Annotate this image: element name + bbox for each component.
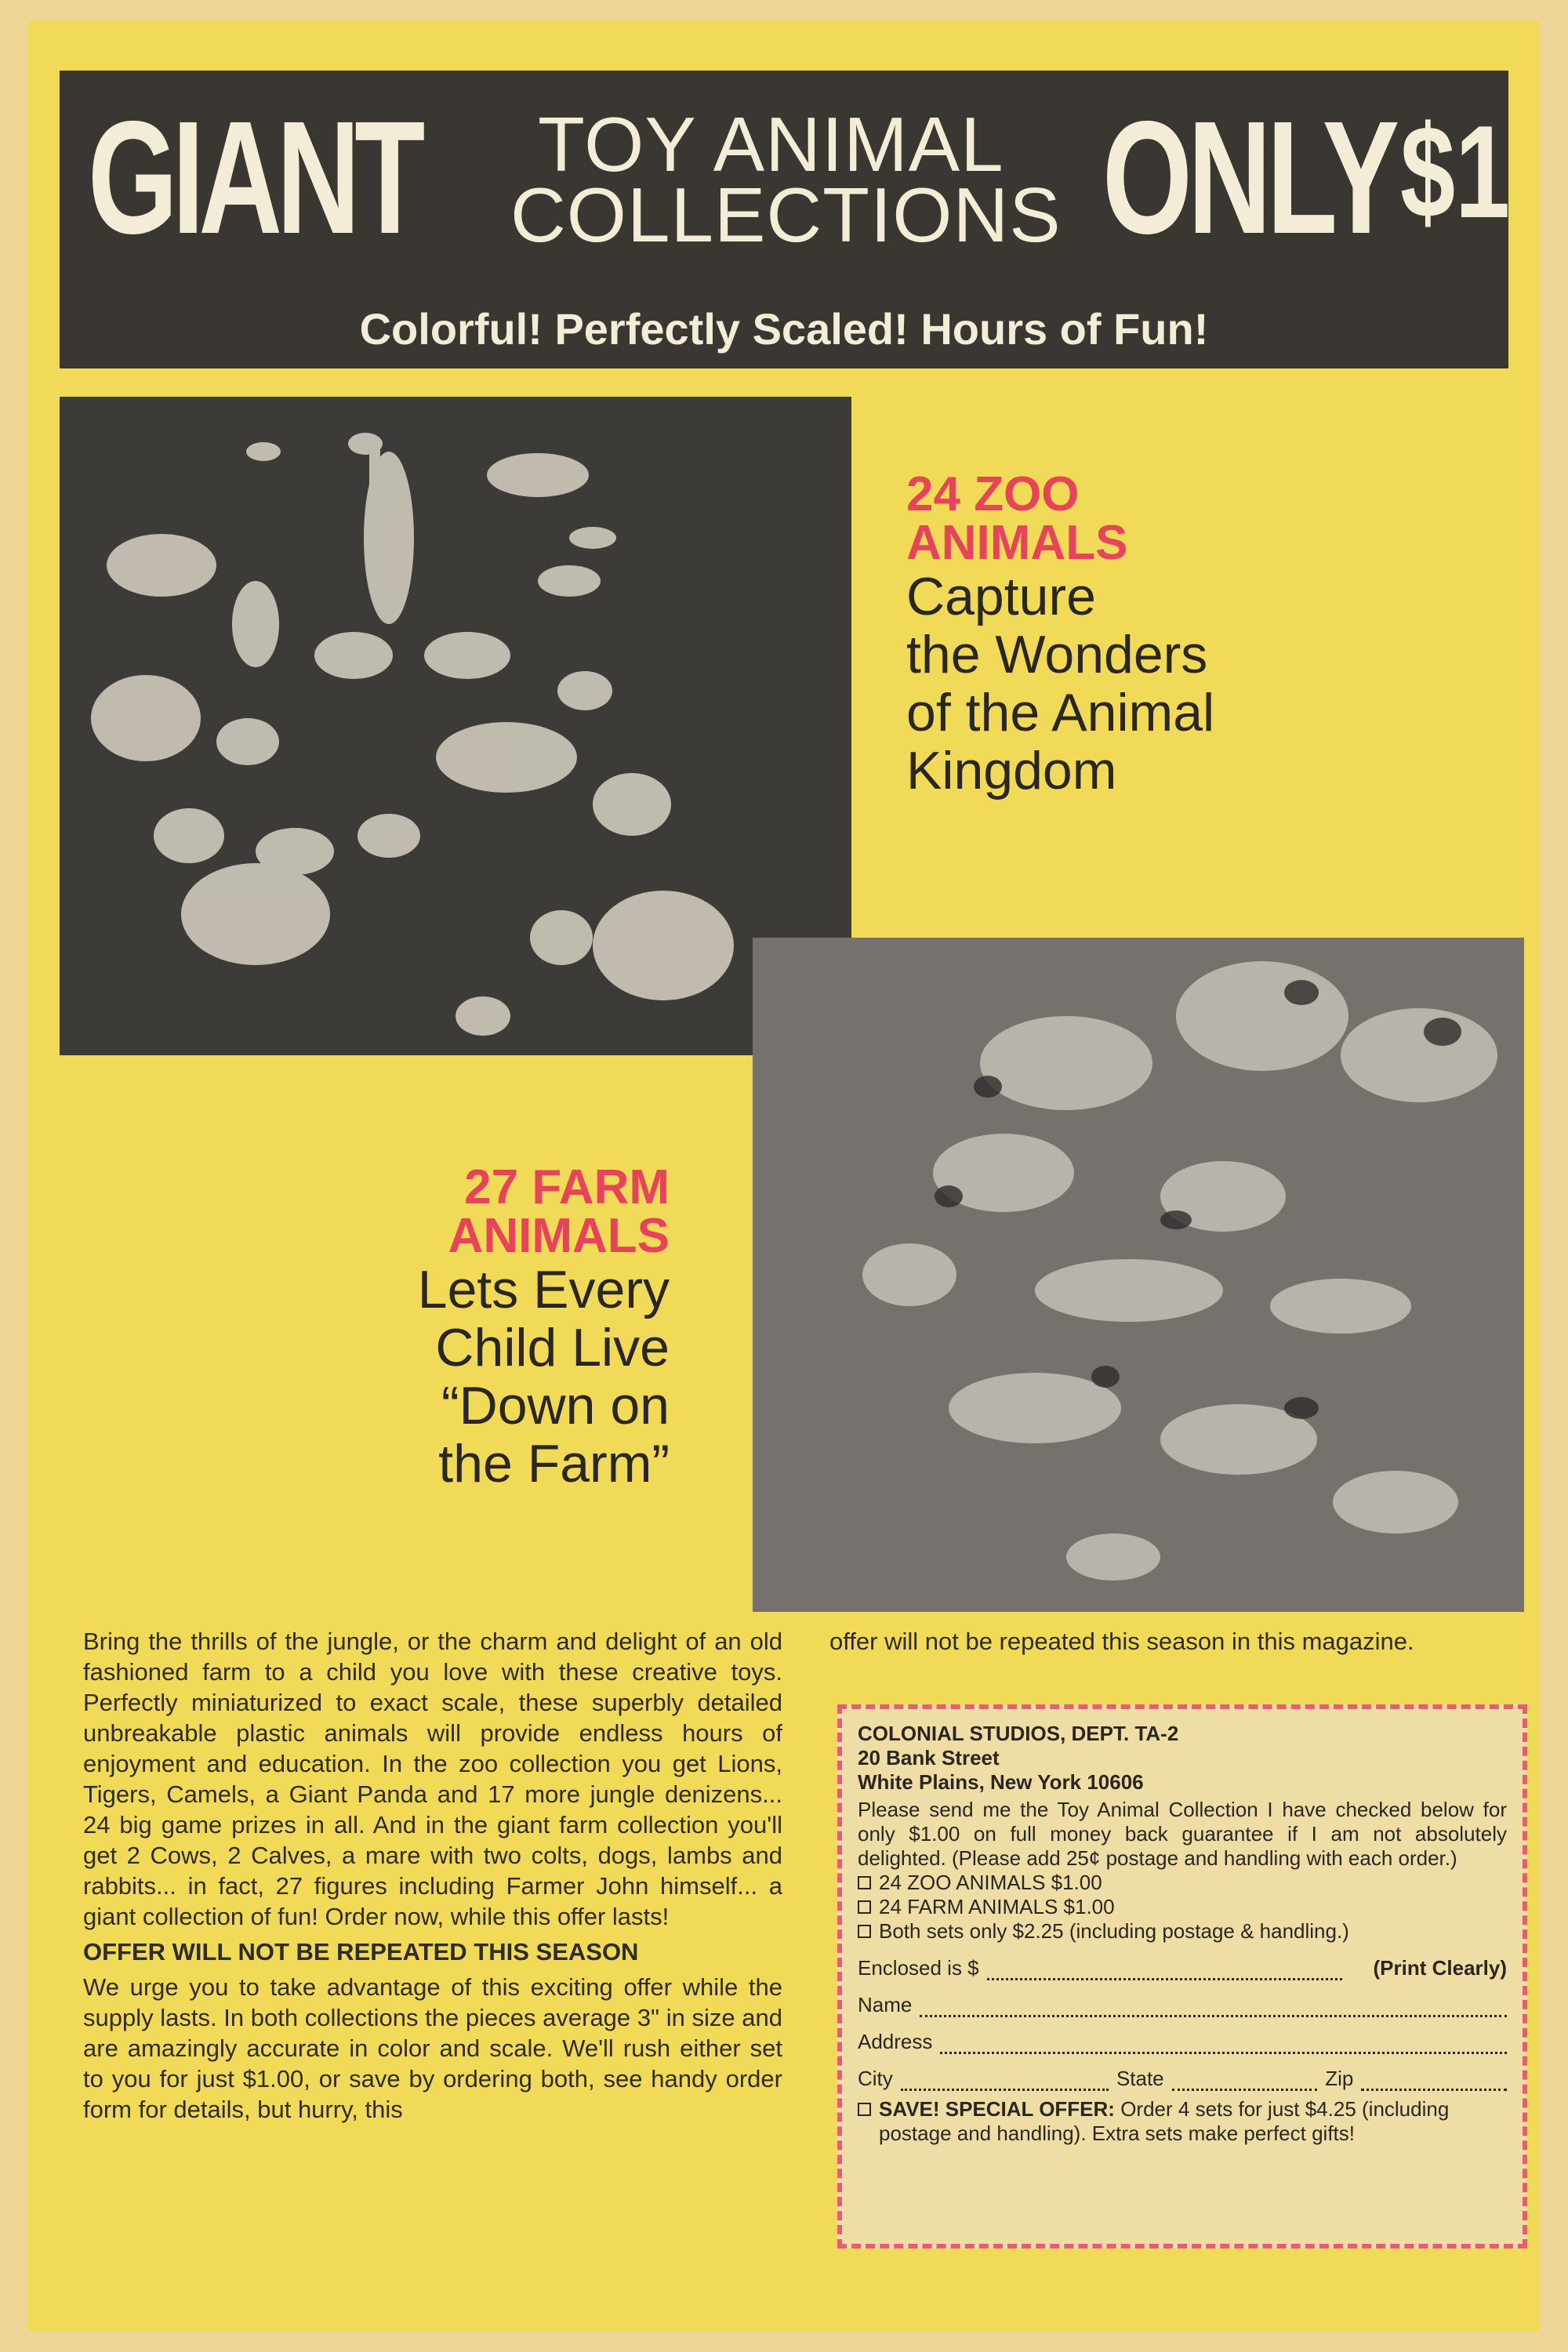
city-label: City (858, 2067, 893, 2090)
state-label: State (1116, 2067, 1164, 2090)
farm-headline-2: ANIMALS (448, 1209, 670, 1263)
body-paragraph-1: Bring the thrills of the jungle, or the charm and delight of an old fashioned farm to a child you love with these creative toys. Perfectly miniaturized to exact scale, these superbly detailed unbreakable plastic animals will provide endless hours of enjoyment and education. In the zoo collection you get Lions, Tigers, Camels, a Giant Panda and 17 more jungle denizens... 24 big game prizes in all. And in the giant farm collection you'll get 2 Cows, 2 Calves, a mare with two colts, dogs, lambs and rabbits... in fact, 27 figures including Farmer John himself... a giant collection of fun! Order now, while this offer lasts! (83, 1628, 782, 1930)
city-state-zip-row (858, 2067, 1507, 2091)
name-label: Name (858, 1993, 913, 2016)
headline-giant: GIANT (88, 88, 420, 267)
headline-banner (60, 71, 1511, 368)
body-copy-left (83, 1626, 782, 2125)
option-farm[interactable] (858, 1895, 1507, 1919)
farm-body-line: the Farm” (438, 1434, 670, 1494)
zoo-animals-photo (60, 397, 851, 1055)
farm-body-line: Lets Every (417, 1260, 670, 1319)
address-row (858, 2030, 1507, 2054)
special-offer-label: SAVE! SPECIAL OFFER: (879, 2097, 1115, 2121)
option-both[interactable] (858, 1919, 1507, 1944)
option-label: 24 FARM ANIMALS $1.00 (879, 1895, 1115, 1918)
checkbox-icon[interactable] (858, 1876, 871, 1889)
farm-animals-illustration (753, 938, 1524, 1612)
address-label: Address (858, 2030, 933, 2053)
zoo-body-line: of the Animal (906, 683, 1215, 742)
enclosed-label: Enclosed is $ (858, 1956, 979, 1980)
name-field[interactable] (920, 1999, 1507, 2017)
headline-collections: COLLECTIONS (510, 172, 1062, 258)
enclosed-field[interactable] (987, 1962, 1342, 1980)
name-row (858, 1993, 1507, 2017)
zoo-body-line: Kingdom (906, 741, 1117, 800)
coupon-city-line: White Plains, New York 10606 (858, 1770, 1144, 1794)
zoo-headline-2: ANIMALS (906, 516, 1128, 570)
headline-subtitle: Colorful! Perfectly Scaled! Hours of Fun! (359, 304, 1209, 354)
farm-body-line: “Down on (441, 1376, 670, 1436)
enclosed-row (858, 1956, 1507, 1980)
print-clearly-label: (Print Clearly) (1373, 1956, 1507, 1980)
ad-page (28, 20, 1540, 2332)
farm-callout (417, 1160, 670, 1494)
offer-subhead: OFFER WILL NOT BE REPEATED THIS SEASON (83, 1938, 639, 1965)
farm-headline-1: 27 FARM (464, 1160, 670, 1214)
zoo-animals-illustration (60, 397, 851, 1055)
special-offer-text: Order 4 sets for just $4.25 (including postage and handling). Extra sets make perfect gifts! (879, 2097, 1450, 2145)
option-label: 24 ZOO ANIMALS $1.00 (879, 1871, 1102, 1894)
coupon-company: COLONIAL STUDIOS, DEPT. TA-2 (858, 1722, 1179, 1745)
checkbox-icon[interactable] (858, 1925, 871, 1938)
body-paragraph-2: We urge you to take advantage of this exciting offer while the supply lasts. In both collections the pieces average 3" in size and are amazingly accurate in color and scale. We'll rush either set to you for just $1.00, or save by ordering both, see handy order form for details, but hurry, this (83, 1973, 782, 2123)
farm-animals-photo (753, 938, 1524, 1612)
zoo-headline-1: 24 ZOO (906, 467, 1080, 521)
address-field[interactable] (940, 2036, 1507, 2054)
zip-field[interactable] (1361, 2073, 1507, 2091)
zoo-callout (906, 467, 1215, 800)
headline-toy-animal: TOY ANIMAL (538, 101, 1004, 187)
zoo-body-line: Capture (906, 567, 1096, 626)
special-offer[interactable] (858, 2097, 1507, 2146)
order-coupon (837, 1704, 1527, 2249)
coupon-request-text: Please send me the Toy Animal Collection I have checked below for only $1.00 on full money back guarantee if I am not absolutely delighted. (Please add 25¢ postage and handling with each order.) (858, 1798, 1507, 1870)
zoo-body-line: the Wonders (906, 625, 1208, 684)
zip-label: Zip (1325, 2067, 1354, 2090)
headline-only: ONLY (1102, 88, 1396, 267)
checkbox-icon[interactable] (858, 2103, 871, 2116)
body-paragraph-2-continued: offer will not be repeated this season in this magazine. (829, 1628, 1414, 1655)
option-label: Both sets only $2.25 (including postage & handling.) (879, 1919, 1349, 1943)
coupon-street: 20 Bank Street (858, 1746, 1000, 1769)
state-field[interactable] (1172, 2073, 1318, 2091)
checkbox-icon[interactable] (858, 1900, 871, 1914)
farm-body-line: Child Live (435, 1318, 670, 1377)
option-zoo[interactable] (858, 1871, 1507, 1895)
headline-price: $1 (1400, 98, 1511, 245)
city-field[interactable] (901, 2073, 1109, 2091)
body-copy-right (829, 1626, 1527, 1657)
